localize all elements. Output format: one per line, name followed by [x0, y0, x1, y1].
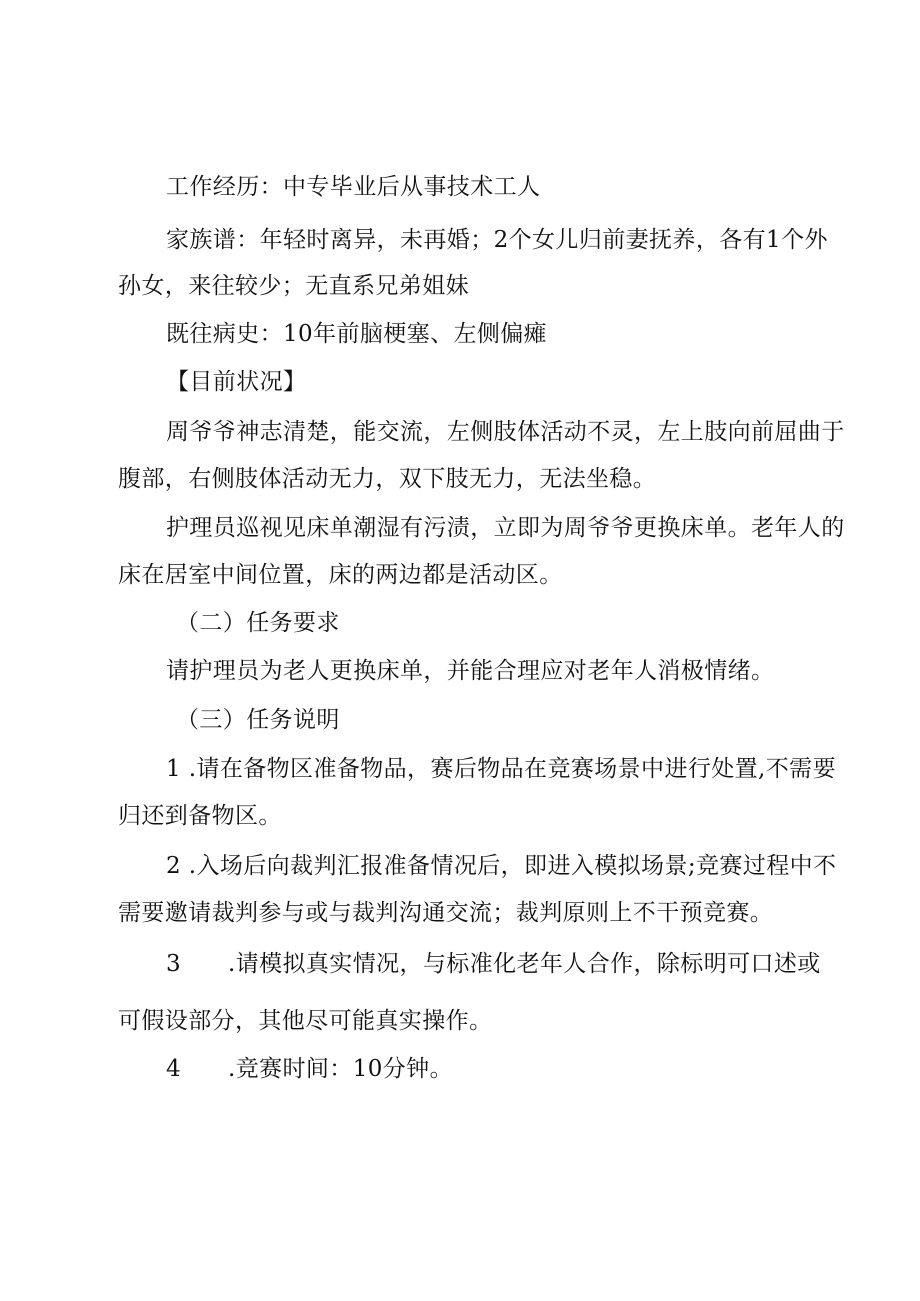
status-line-1: 周爷爷神志清楚，能交流，左侧肢体活动不灵，左上肢向前屈曲于	[166, 419, 845, 445]
item-3-number: 3	[166, 951, 182, 977]
item-2-line-1: 2 .入场后向裁判汇报准备情况后，即进入模拟场景;竞赛过程中不	[166, 853, 837, 879]
item-4-line-1: .竞赛时间：10分钟。	[228, 1056, 453, 1082]
family-line-1: 家族谱：年轻时离异，未再婚；2个女儿归前妻抚养，各有1个外	[166, 227, 828, 253]
item-2-line-2: 需要邀请裁判参与或与裁判沟通交流；裁判原则上不干预竞赛。	[118, 900, 774, 926]
current-status-heading: 【目前状况】	[166, 369, 307, 395]
item-3-line-2: 可假设部分，其他尽可能真实操作。	[118, 1008, 493, 1034]
care-line-2: 床在居室中间位置，床的两边都是活动区。	[118, 562, 563, 588]
task-requirements-heading: （二）任务要求	[176, 610, 340, 636]
item-1-line-1: 1 .请在备物区准备物品，赛后物品在竞赛场景中进行处置,不需要	[166, 756, 836, 782]
item-1-line-2: 归还到备物区。	[118, 803, 282, 829]
family-line-2: 孙女，来往较少；无直系兄弟姐妹	[118, 273, 469, 299]
status-line-2: 腹部，右侧肢体活动无力，双下肢无力，无法坐稳。	[118, 466, 657, 492]
item-3-line-1: .请模拟真实情况，与标准化老年人合作，除标明可口述或	[228, 951, 821, 977]
medical-history-line: 既往病史：10年前脑梗塞、左侧偏瘫	[166, 321, 548, 347]
item-4-number: 4	[166, 1056, 182, 1082]
care-line-1: 护理员巡视见床单潮湿有污渍，立即为周爷爷更换床单。老年人的	[166, 515, 845, 541]
task-instructions-heading: （三）任务说明	[176, 707, 340, 733]
task-requirements-text: 请护理员为老人更换床单，并能合理应对老年人消极情绪。	[166, 658, 775, 684]
work-history-line: 工作经历：中专毕业后从事技术工人	[166, 174, 541, 200]
